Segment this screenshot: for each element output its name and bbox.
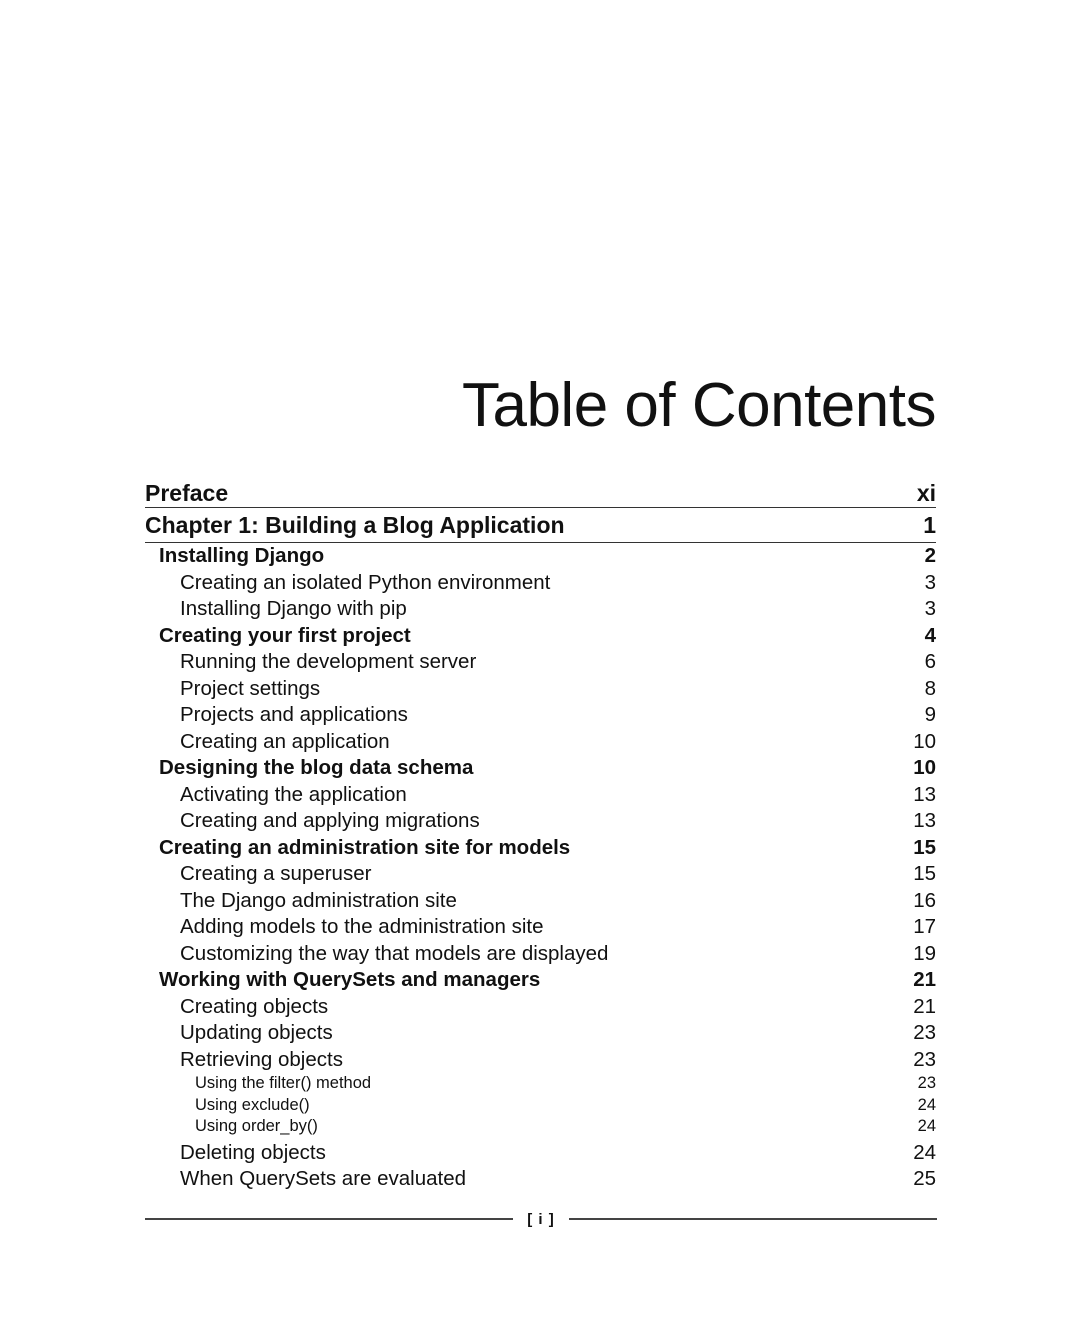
- toc-entry-page: 16: [913, 888, 936, 912]
- toc-entry-page: 25: [913, 1167, 936, 1190]
- toc-entry-label: Working with QuerySets and managers: [159, 968, 541, 991]
- toc-entry[interactable]: [145, 861, 936, 888]
- toc-entry-label: Retrieving objects: [180, 1047, 343, 1071]
- toc-entry[interactable]: [145, 596, 936, 623]
- toc-entry-page: 24: [917, 1117, 936, 1135]
- toc-entry-page: 10: [913, 729, 936, 753]
- toc-entry-page: 6: [924, 650, 936, 673]
- toc-entry[interactable]: [145, 1095, 936, 1117]
- toc-entry-label: Creating an application: [180, 729, 390, 753]
- toc-entry-page: 2: [924, 544, 936, 567]
- toc-entry-label: Creating an administration site for models: [159, 835, 571, 859]
- page-title: Table of Contents: [461, 371, 936, 440]
- toc-entry-label: Deleting objects: [180, 1140, 326, 1164]
- page-number: [ i ]: [527, 1210, 555, 1228]
- toc-entry[interactable]: [145, 676, 936, 703]
- toc-entry-page: 10: [913, 756, 936, 779]
- toc-entry[interactable]: [145, 623, 936, 650]
- toc-entry[interactable]: [145, 1020, 936, 1047]
- toc-entry-page: 23: [913, 1021, 936, 1044]
- toc-entry-page: 23: [917, 1074, 936, 1092]
- toc-entry[interactable]: [145, 1047, 936, 1074]
- toc-entry-label: Using the filter() method: [195, 1074, 372, 1092]
- toc-entry-label: When QuerySets are evaluated: [180, 1167, 467, 1190]
- toc-entry-label: Creating your first project: [159, 623, 411, 647]
- toc-entry-label: Using exclude(): [195, 1095, 310, 1114]
- toc-entry-label: Creating objects: [180, 994, 329, 1018]
- toc-entry[interactable]: [145, 1166, 936, 1193]
- toc-entry-label: Creating a superuser: [180, 862, 372, 885]
- toc-entry-page: 15: [913, 862, 936, 885]
- toc-entry[interactable]: [145, 543, 936, 570]
- toc-entry-page: 13: [913, 782, 936, 806]
- toc-entry-page: 23: [913, 1047, 936, 1071]
- toc-entry-label: Adding models to the administration site: [180, 915, 544, 938]
- toc-entry[interactable]: [145, 478, 936, 508]
- toc-entry-label: Installing Django with pip: [180, 597, 407, 620]
- toc-entry[interactable]: [145, 755, 936, 782]
- toc-entry-label: Running the development server: [180, 650, 477, 673]
- toc-entry-label: Preface: [145, 480, 229, 506]
- toc-entry-label: The Django administration site: [180, 888, 457, 912]
- toc-entry-page: 4: [924, 623, 936, 647]
- footer-rule-left: [145, 1218, 513, 1220]
- toc-entry-page: xi: [916, 480, 936, 506]
- toc-entry[interactable]: [145, 649, 936, 676]
- toc-entry-page: 3: [924, 570, 936, 594]
- toc-entry[interactable]: [145, 914, 936, 941]
- toc-entry-label: Projects and applications: [180, 703, 408, 726]
- toc-entry[interactable]: [145, 702, 936, 729]
- page-footer: [145, 1207, 937, 1231]
- toc-entry-page: 21: [913, 968, 936, 991]
- toc-entry-label: Chapter 1: Building a Blog Application: [145, 512, 565, 538]
- toc-entry-page: 13: [913, 809, 936, 832]
- toc-entry-page: 3: [924, 597, 936, 620]
- toc-entry-label: Installing Django: [159, 544, 325, 567]
- toc-entry[interactable]: [145, 782, 936, 809]
- toc-entry[interactable]: [145, 808, 936, 835]
- toc-entry-page: 9: [924, 703, 936, 726]
- toc-entry-label: Project settings: [180, 676, 321, 700]
- toc-entry-page: 1: [923, 512, 936, 538]
- toc-entry[interactable]: [145, 1116, 936, 1138]
- toc-entry[interactable]: [145, 570, 936, 597]
- toc-entry-label: Designing the blog data schema: [159, 756, 474, 779]
- toc-entry-label: Creating and applying migrations: [180, 809, 480, 832]
- toc-entry[interactable]: [145, 835, 936, 862]
- toc-entry-label: Updating objects: [180, 1021, 333, 1044]
- toc-entry[interactable]: [145, 967, 936, 994]
- toc-entry-page: 19: [913, 941, 936, 965]
- toc-entry[interactable]: [145, 888, 936, 915]
- toc-entry-page: 17: [913, 915, 936, 938]
- toc-entry-label: Customizing the way that models are displayed: [180, 941, 609, 965]
- toc-entry[interactable]: [145, 941, 936, 968]
- toc-entry[interactable]: [145, 1140, 936, 1167]
- toc-entry-page: 24: [913, 1140, 936, 1164]
- toc-entry-page: 21: [913, 994, 936, 1018]
- toc-entry-label: Using order_by(): [195, 1117, 318, 1135]
- toc-entry[interactable]: [145, 994, 936, 1021]
- toc-entry[interactable]: [145, 1073, 936, 1095]
- toc-entry-label: Creating an isolated Python environment: [180, 570, 551, 594]
- toc-entry-page: 15: [913, 835, 936, 859]
- footer-rule-right: [569, 1218, 937, 1220]
- toc-entry[interactable]: [145, 508, 936, 543]
- toc-entry[interactable]: [145, 729, 936, 756]
- table-of-contents: [145, 478, 936, 1193]
- toc-entry-label: Activating the application: [180, 782, 407, 806]
- toc-entry-page: 24: [917, 1095, 936, 1114]
- toc-entry-page: 8: [924, 676, 936, 700]
